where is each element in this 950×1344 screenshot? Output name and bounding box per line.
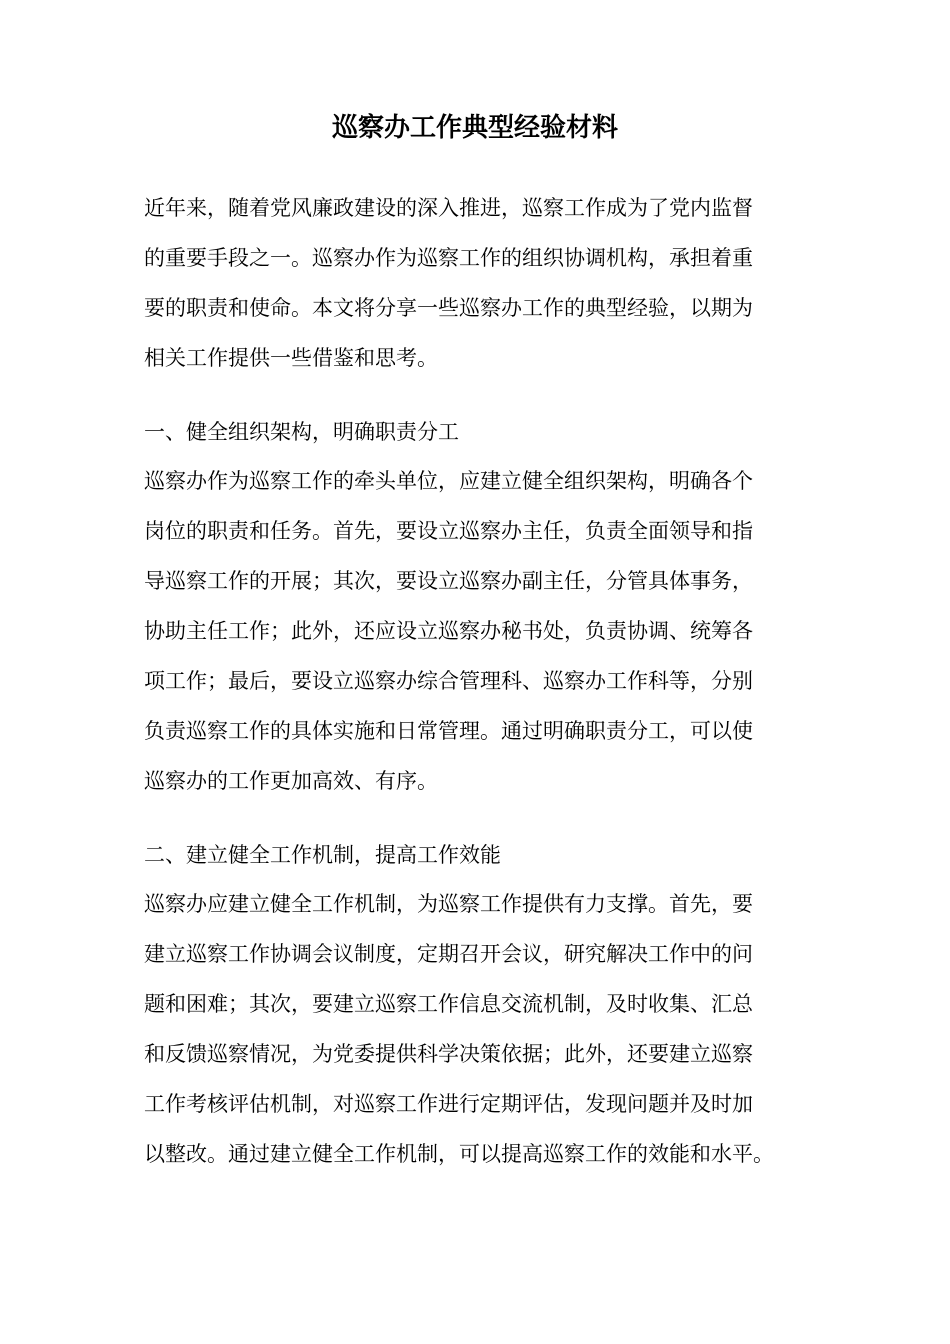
paragraph-line: 的重要手段之一。巡察办作为巡察工作的组织协调机构，承担着重 — [144, 246, 753, 270]
section-heading-2: 二、建立健全工作机制，提高工作效能 — [144, 843, 501, 867]
section-heading-1: 一、健全组织架构，明确职责分工 — [144, 420, 459, 444]
paragraph-line: 工作考核评估机制，对巡察工作进行定期评估，发现问题并及时加 — [144, 1092, 753, 1116]
paragraph-line: 巡察办作为巡察工作的牵头单位，应建立健全组织架构，明确各个 — [144, 469, 753, 493]
paragraph-line: 巡察办应建立健全工作机制，为巡察工作提供有力支撑。首先，要 — [144, 892, 753, 916]
section-2-paragraph — [144, 879, 824, 1179]
paragraph-line: 以整改。通过建立健全工作机制，可以提高巡察工作的效能和水平。 — [144, 1142, 774, 1166]
paragraph-line: 岗位的职责和任务。首先，要设立巡察办主任，负责全面领导和指 — [144, 519, 753, 543]
document-title: 巡察办工作典型经验材料 — [331, 113, 618, 143]
paragraph-line: 项工作；最后，要设立巡察办综合管理科、巡察办工作科等，分别 — [144, 669, 753, 693]
paragraph-line: 和反馈巡察情况，为党委提供科学决策依据；此外，还要建立巡察 — [144, 1042, 753, 1066]
section-1-paragraph — [144, 456, 824, 806]
paragraph-line: 近年来，随着党风廉政建设的深入推进，巡察工作成为了党内监督 — [144, 196, 753, 220]
paragraph-line: 导巡察工作的开展；其次，要设立巡察办副主任，分管具体事务， — [144, 569, 753, 593]
paragraph-line: 建立巡察工作协调会议制度，定期召开会议，研究解决工作中的问 — [144, 942, 753, 966]
paragraph-line: 负责巡察工作的具体实施和日常管理。通过明确职责分工，可以使 — [144, 719, 753, 743]
paragraph-line: 协助主任工作；此外，还应设立巡察办秘书处，负责协调、统筹各 — [144, 619, 753, 643]
paragraph-line: 要的职责和使命。本文将分享一些巡察办工作的典型经验，以期为 — [144, 296, 753, 320]
paragraph-line: 相关工作提供一些借鉴和思考。 — [144, 346, 438, 370]
paragraph-line: 巡察办的工作更加高效、有序。 — [144, 769, 438, 793]
intro-paragraph — [144, 183, 824, 383]
paragraph-line: 题和困难；其次，要建立巡察工作信息交流机制，及时收集、汇总 — [144, 992, 753, 1016]
